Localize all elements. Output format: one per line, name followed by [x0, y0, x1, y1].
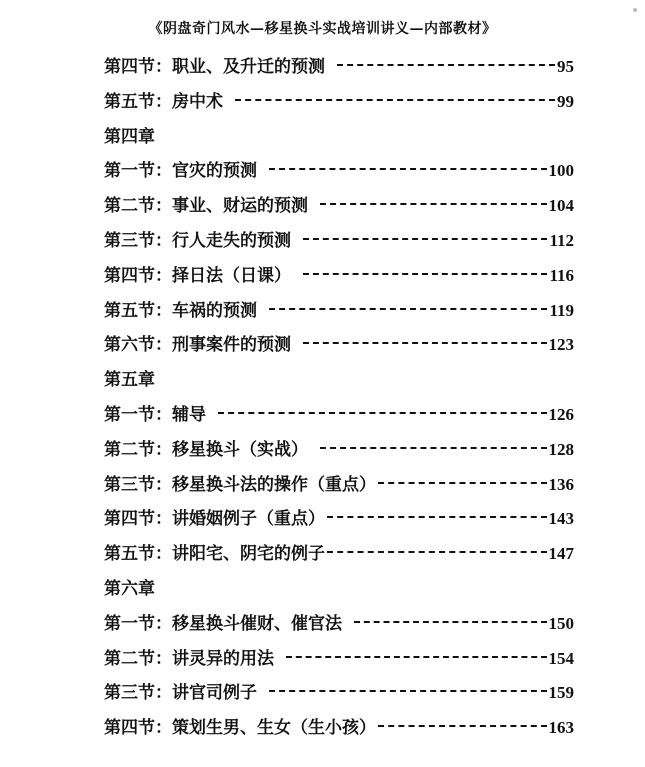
- section-label: 第五节：: [104, 544, 172, 565]
- dot-leader: [218, 412, 547, 414]
- chapter-heading: 第五章: [104, 370, 155, 391]
- section-label: 第三节：: [104, 683, 172, 704]
- section-title: 策划生男、生女（生小孩）: [172, 718, 376, 739]
- toc-entry: [104, 224, 574, 259]
- toc-entry: [104, 189, 574, 224]
- section-label: 第二节：: [104, 648, 172, 669]
- page-number: 104: [548, 196, 574, 216]
- section-label: 第四节：: [104, 509, 172, 530]
- page-number: 112: [549, 230, 574, 250]
- page-number: 159: [548, 683, 574, 703]
- page-number: 143: [548, 509, 574, 529]
- section-title: 移星换斗催财、催官法: [172, 613, 342, 634]
- dot-leader: [378, 725, 547, 727]
- section-title: 讲阳宅、阴宅的例子: [172, 544, 325, 565]
- toc-entry: [104, 468, 574, 503]
- section-title: 官灾的预测: [172, 161, 257, 182]
- toc-entry: [104, 502, 574, 537]
- page-number: 116: [549, 265, 574, 285]
- toc-entry: [104, 154, 574, 189]
- dot-leader: [337, 64, 555, 66]
- page-number: 128: [548, 439, 574, 459]
- section-title: 移星换斗法的操作（重点）: [172, 474, 376, 495]
- dot-leader: [327, 551, 547, 553]
- page-number: 119: [549, 300, 574, 320]
- dot-leader: [354, 621, 547, 623]
- section-label: 第二节：: [104, 439, 172, 460]
- section-title: 讲官司例子: [172, 683, 257, 704]
- toc-entry: [104, 711, 574, 746]
- section-label: 第一节：: [104, 613, 172, 634]
- toc-entry: [104, 294, 574, 329]
- toc-entry: [104, 642, 574, 677]
- page-number: 126: [548, 404, 574, 424]
- section-label: 第三节：: [104, 474, 172, 495]
- section-label: 第一节：: [104, 161, 172, 182]
- section-label: 第五节：: [104, 300, 172, 321]
- dot-leader: [303, 342, 547, 344]
- toc-entry: [104, 259, 574, 294]
- page-number: 99: [557, 91, 574, 111]
- section-label: 第五节：: [104, 91, 172, 112]
- toc-entry: [104, 676, 574, 711]
- page-number: 136: [548, 474, 574, 494]
- section-title: 事业、财运的预测: [172, 196, 308, 217]
- toc-entry: [104, 398, 574, 433]
- section-label: 第三节：: [104, 230, 172, 251]
- section-title: 车祸的预测: [172, 300, 257, 321]
- dot-leader: [320, 447, 547, 449]
- dot-leader: [269, 308, 547, 310]
- section-title: 辅导: [172, 404, 206, 425]
- page-number: 147: [548, 544, 574, 564]
- page-number: 150: [548, 613, 574, 633]
- page-number: 123: [548, 335, 574, 355]
- section-title: 讲婚姻例子（重点）: [172, 509, 325, 530]
- page-header: 《阴盘奇门风水—移星换斗实战培训讲义—内部教材》: [148, 21, 497, 37]
- toc-entry: [104, 328, 574, 363]
- toc-entry: [104, 433, 574, 468]
- section-label: 第二节：: [104, 196, 172, 217]
- dot-leader: [269, 168, 547, 170]
- section-label: 第四节：: [104, 718, 172, 739]
- toc-entry: [104, 85, 574, 120]
- section-label: 第一节：: [104, 404, 172, 425]
- section-title: 行人走失的预测: [172, 230, 291, 251]
- dot-leader: [327, 516, 547, 518]
- chapter-heading: 第四章: [104, 126, 155, 147]
- page-number: 95: [557, 57, 574, 76]
- section-label: 第四节：: [104, 57, 172, 77]
- dot-leader: [235, 99, 555, 101]
- dot-leader: [286, 656, 547, 658]
- scan-speck: [633, 8, 637, 12]
- section-label: 第四节：: [104, 265, 172, 286]
- dot-leader: [303, 238, 547, 240]
- chapter-heading: 第六章: [104, 578, 155, 599]
- table-of-contents: [104, 50, 574, 746]
- section-title: 刑事案件的预测: [172, 335, 291, 356]
- section-title: 移星换斗（实战）: [172, 439, 308, 460]
- toc-entry: [104, 537, 574, 572]
- section-title: 择日法（日课）: [172, 265, 291, 286]
- page-number: 163: [548, 718, 574, 738]
- section-title: 讲灵异的用法: [172, 648, 274, 669]
- section-label: 第六节：: [104, 335, 172, 356]
- dot-leader: [320, 203, 547, 205]
- toc-entry: [104, 50, 574, 85]
- section-title: 房中术: [172, 91, 223, 112]
- toc-entry: [104, 607, 574, 642]
- section-title: 职业、及升迁的预测: [172, 57, 325, 77]
- page-number: 100: [548, 161, 574, 181]
- dot-leader: [378, 482, 547, 484]
- dot-leader: [303, 273, 547, 275]
- dot-leader: [269, 690, 547, 692]
- page-number: 154: [548, 648, 574, 668]
